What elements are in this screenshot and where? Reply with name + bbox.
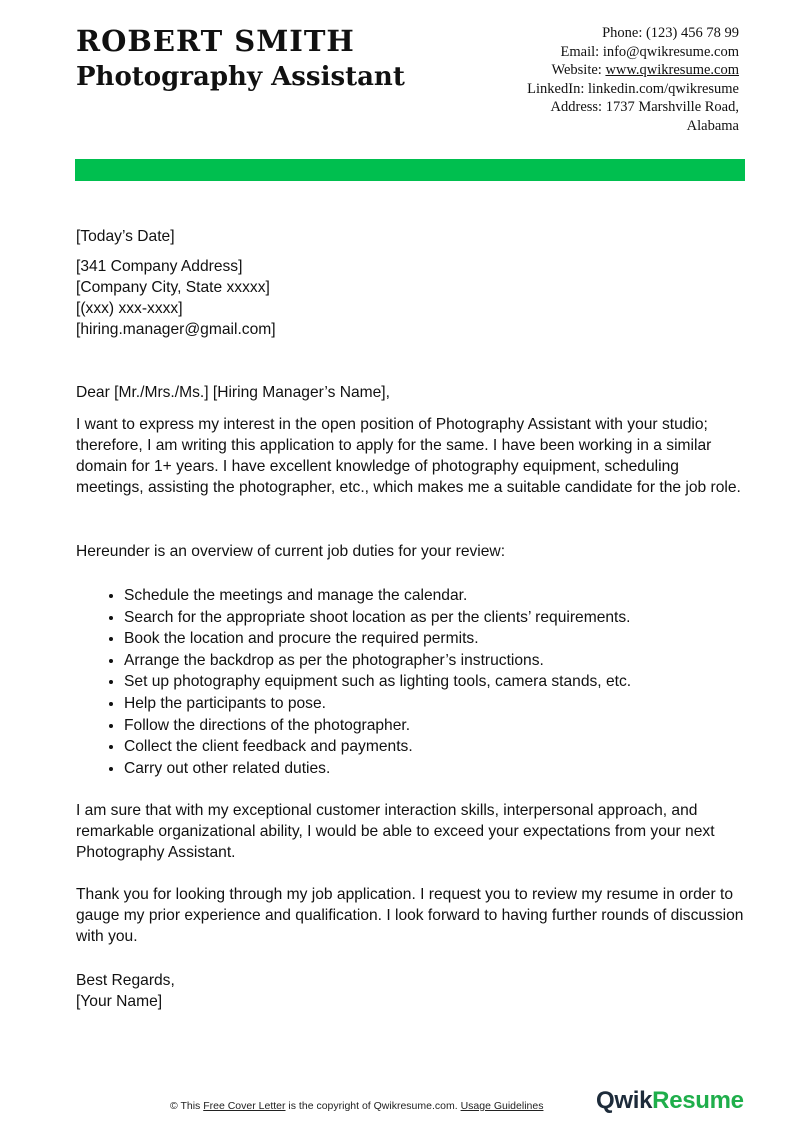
website-label: Website: bbox=[551, 62, 606, 79]
list-item: • Schedule the meetings and manage the calendar. bbox=[124, 585, 746, 607]
recipient-line: [(xxx) xxx-xxxx] bbox=[76, 300, 183, 317]
footer-copyright bbox=[170, 1100, 543, 1112]
address-line-2: Alabama bbox=[686, 117, 739, 134]
logo-part-2: Resume bbox=[652, 1087, 744, 1114]
list-item: • Collect the client feedback and payments. bbox=[124, 736, 746, 758]
list-item: • Set up photography equipment such as lighting tools, camera stands, etc. bbox=[124, 671, 746, 693]
salutation: Dear [Mr./Mrs./Ms.] [Hiring Manager’s Name], bbox=[76, 384, 390, 401]
paragraph-skills: I am sure that with my exceptional customer interaction skills, interpersonal approach, and remarkable organizational ability, I would be able to exceed your expectations from your next Photography Assistant. bbox=[76, 802, 715, 861]
accent-divider bbox=[75, 159, 745, 181]
list-item: • Arrange the backdrop as per the photographer’s instructions. bbox=[124, 650, 746, 672]
free-cover-letter-link[interactable]: Free Cover Letter bbox=[203, 1100, 286, 1112]
duties-intro: Hereunder is an overview of current job duties for your review: bbox=[76, 543, 506, 560]
paragraph-intro: I want to express my interest in the open position of Photography Assistant with your studio; therefore, I am writing this application to apply for the same. I have been working in a similar domain for 1+ years. I have excellent knowledge of photography equipment, scheduling meetings, assisting the photographer, etc., which makes me a suitable candidate for the job role. bbox=[76, 416, 741, 496]
recipient-address bbox=[76, 256, 746, 340]
email: Email: info@qwikresume.com bbox=[560, 43, 739, 60]
list-item: • Carry out other related duties. bbox=[124, 758, 746, 780]
list-item: • Help the participants to pose. bbox=[124, 693, 746, 715]
candidate-name: ROBERT SMITH bbox=[76, 24, 355, 58]
duties-list bbox=[76, 585, 746, 779]
recipient-line: [341 Company Address] bbox=[76, 258, 243, 275]
paragraph-thanks: Thank you for looking through my job application. I request you to review my resume in order to gauge my prior experience and qualification. I look forward to having further rounds of discussion with you. bbox=[76, 886, 744, 945]
closing: Best Regards, bbox=[76, 972, 175, 989]
qwikresume-logo bbox=[596, 1087, 744, 1115]
list-item: • Follow the directions of the photographer. bbox=[124, 715, 746, 737]
list-item: • Search for the appropriate shoot location as per the clients’ requirements. bbox=[124, 607, 746, 629]
recipient-line: [Company City, State xxxxx] bbox=[76, 279, 270, 296]
recipient-line: [hiring.manager@gmail.com] bbox=[76, 321, 276, 338]
contact-block bbox=[527, 24, 739, 136]
signature: [Your Name] bbox=[76, 993, 163, 1010]
address-line-1: Address: 1737 Marshville Road, bbox=[550, 99, 739, 116]
list-item: • Book the location and procure the required permits. bbox=[124, 628, 746, 650]
phone: Phone: (123) 456 78 99 bbox=[602, 25, 739, 41]
job-title: Photography Assistant bbox=[76, 62, 405, 92]
footer-middle: is the copyright of Qwikresume.com. bbox=[285, 1100, 461, 1112]
logo-part-1: Qwik bbox=[596, 1087, 653, 1114]
website-link[interactable]: www.qwikresume.com bbox=[605, 62, 739, 79]
footer-prefix: © This bbox=[170, 1100, 204, 1112]
linkedin: LinkedIn: linkedin.com/qwikresume bbox=[527, 80, 739, 97]
date: [Today’s Date] bbox=[76, 228, 175, 245]
usage-guidelines-link[interactable]: Usage Guidelines bbox=[460, 1100, 544, 1112]
